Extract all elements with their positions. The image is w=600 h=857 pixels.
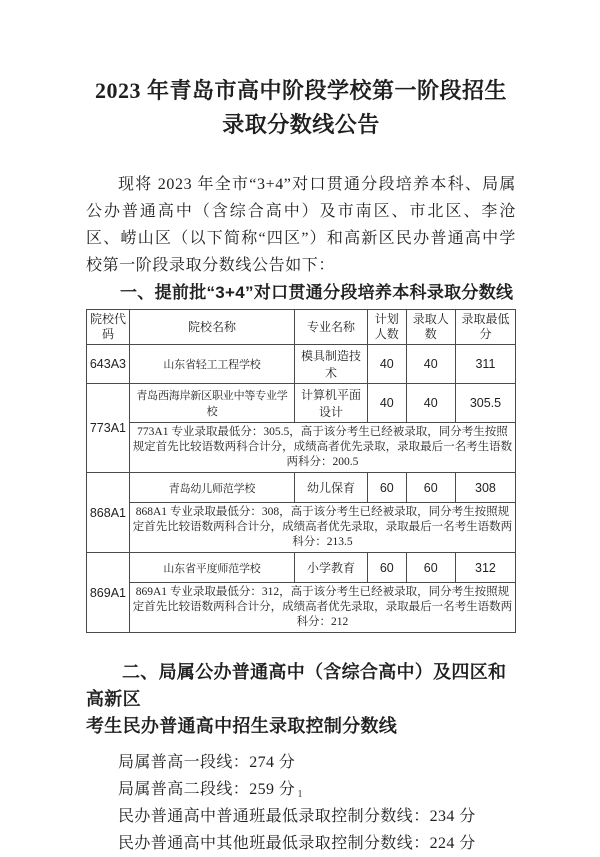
plan-cell: 40 [367, 345, 406, 384]
title-line-1: 2023 年青岛市高中阶段学校第一阶段招生 [94, 78, 507, 103]
page-title [86, 74, 516, 142]
table-row [87, 384, 516, 423]
school-code-cell: 869A1 [87, 553, 130, 633]
table-row [87, 345, 516, 384]
score-line-item: 局属普高一段线：274 分 [118, 754, 296, 771]
major-cell: 小学教育 [295, 553, 368, 583]
section2-heading-line-1: 二、局属公办普通高中（含综合高中）及四区和高新区 [86, 662, 507, 709]
header-school-code: 院校代码 [87, 310, 130, 345]
section2-heading [86, 659, 516, 740]
school-name-cell: 青岛西海岸新区职业中等专业学校 [129, 384, 294, 423]
header-plan-count: 计划人数 [367, 310, 406, 345]
major-cell: 计算机平面设计 [295, 384, 368, 423]
note-cell: 869A1 专业录取最低分：312，高于该分考生已经被录取，同分考生按照规定首先比较语数两科合计分，成绩高者优先录取，录取最后一名考生语数两科分：212 [129, 583, 515, 633]
school-name-cell: 山东省平度师范学校 [129, 553, 294, 583]
min-score-cell: 312 [455, 553, 515, 583]
min-score-cell: 311 [455, 345, 515, 384]
table-note-row [87, 503, 516, 553]
major-cell: 模具制造技术 [295, 345, 368, 384]
school-code-cell: 643A3 [87, 345, 130, 384]
admitted-cell: 40 [406, 384, 455, 423]
score-line-item: 民办普通高中其他班最低录取控制分数线：224 分 [118, 835, 476, 852]
section2-heading-line-2: 考生民办普通高中招生录取控制分数线 [86, 716, 398, 736]
table-note-row [87, 423, 516, 473]
note-cell: 773A1 专业录取最低分：305.5，高于该分考生已经被录取，同分考生按照规定首先比较语数两科合计分，成绩高者优先录取，录取最后一名考生语数两科分：200.5 [129, 423, 515, 473]
admitted-cell: 40 [406, 345, 455, 384]
admitted-cell: 60 [406, 473, 455, 503]
header-major-name: 专业名称 [295, 310, 368, 345]
admission-scores-table [86, 309, 516, 633]
plan-cell: 40 [367, 384, 406, 423]
intro-paragraph: 现将 2023 年全市“3+4”对口贯通分段培养本科、局属公办普通高中（含综合高中）及市南区、市北区、李沧区、崂山区（以下简称“四区”）和高新区民办普通高中学校第一阶段录取分数线公告如下： [86, 176, 516, 274]
header-school-name: 院校名称 [129, 310, 294, 345]
table-row [87, 553, 516, 583]
header-admitted-count: 录取人数 [406, 310, 455, 345]
plan-cell: 60 [367, 553, 406, 583]
note-cell: 868A1 专业录取最低分：308，高于该分考生已经被录取，同分考生按照规定首先比较语数两科合计分，成绩高者优先录取，录取最后一名考生语数两科分：213.5 [129, 503, 515, 553]
score-line-item: 局属普高二段线：259 分 [118, 781, 296, 798]
table-row [87, 473, 516, 503]
page-number: 1 [297, 789, 303, 800]
major-cell: 幼儿保育 [295, 473, 368, 503]
admitted-cell: 60 [406, 553, 455, 583]
score-line-item: 民办普通高中普通班最低录取控制分数线：234 分 [118, 808, 476, 825]
control-score-list [118, 749, 516, 857]
school-code-cell: 868A1 [87, 473, 130, 553]
school-name-cell: 山东省轻工工程学校 [129, 345, 294, 384]
table-header-row [87, 310, 516, 345]
section1-heading: 一、提前批“3+4”对口贯通分段培养本科录取分数线 [120, 283, 514, 302]
header-min-score: 录取最低分 [455, 310, 515, 345]
title-line-2: 录取分数线公告 [222, 112, 380, 137]
table-note-row [87, 583, 516, 633]
plan-cell: 60 [367, 473, 406, 503]
min-score-cell: 308 [455, 473, 515, 503]
school-code-cell: 773A1 [87, 384, 130, 473]
min-score-cell: 305.5 [455, 384, 515, 423]
school-name-cell: 青岛幼儿师范学校 [129, 473, 294, 503]
